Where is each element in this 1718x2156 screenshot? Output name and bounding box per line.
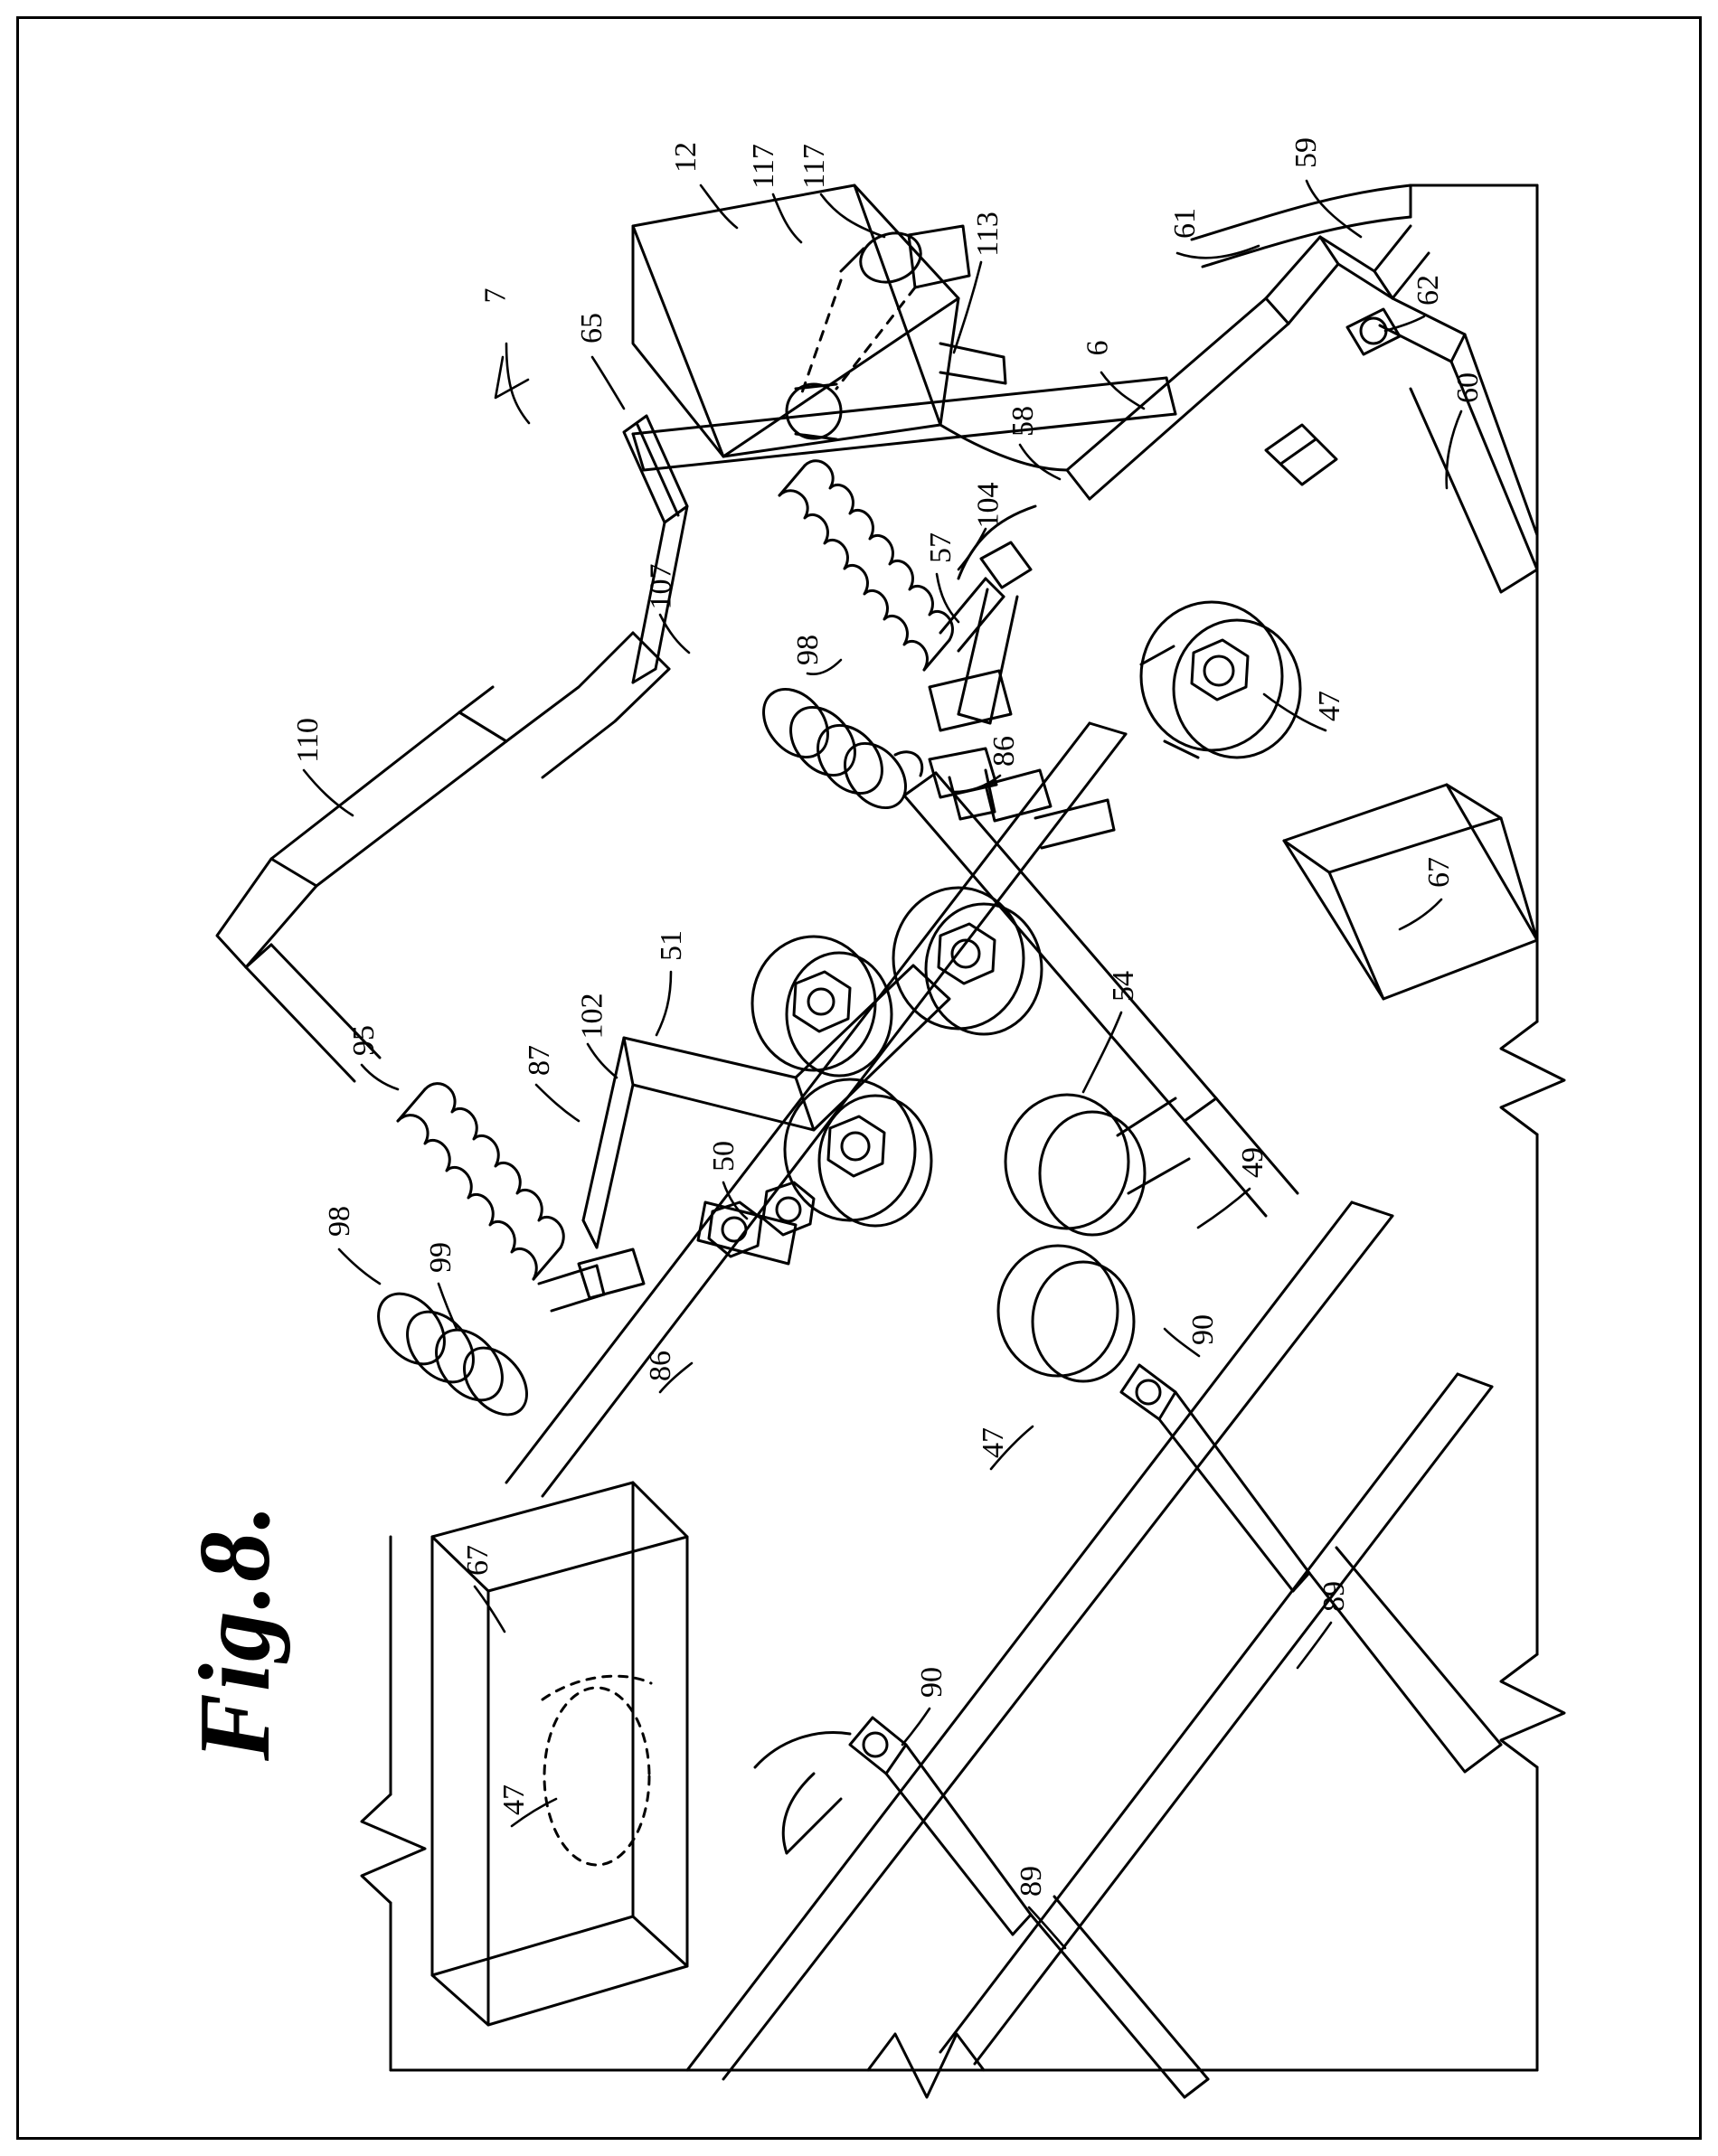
linkage-89-90-lower: [755, 1365, 1501, 2097]
pulley-group-right: [1141, 602, 1300, 758]
box-67-right: [1266, 425, 1537, 999]
ref-numeral: 67: [1422, 857, 1456, 888]
ref-numeral: 65: [575, 313, 609, 344]
ref-numeral: 59: [1289, 137, 1323, 168]
ref-numeral: 89: [1015, 1866, 1048, 1897]
frame-rails: [506, 378, 1492, 2079]
ref-numeral: 98: [323, 1206, 356, 1237]
ref-numeral: 60: [1451, 372, 1485, 403]
ref-numeral: 7: [478, 287, 513, 304]
ref-numeral: 62: [1411, 275, 1445, 306]
ref-numeral: 98: [791, 635, 825, 665]
ref-numeral: 12: [669, 142, 703, 173]
broken-edge-lines: [362, 185, 1564, 2097]
spring-98-upper: [750, 461, 952, 820]
ref-numeral: 99: [424, 1242, 458, 1273]
figure-label: Fig.8.: [178, 1502, 291, 1761]
ref-numeral: 90: [1186, 1314, 1220, 1345]
ref-numeral: 47: [977, 1427, 1010, 1458]
ref-numeral: 87: [523, 1045, 556, 1076]
ref-numeral: 54: [1107, 971, 1140, 1002]
pulley-group-lower: [998, 1095, 1189, 1381]
ref-numeral: 50: [707, 1141, 741, 1172]
ref-numeral: 51: [655, 930, 688, 961]
ref-numeral: 57: [924, 532, 958, 563]
ref-numeral: 86: [644, 1351, 677, 1381]
ref-numeral: 117: [797, 144, 831, 189]
ref-numeral: 86: [987, 736, 1021, 767]
pulley-group-middle: [752, 888, 1042, 1226]
ref-numeral: 104: [971, 482, 1005, 529]
ref-numeral: 49: [1236, 1147, 1270, 1178]
ref-numeral: 90: [915, 1667, 949, 1698]
ref-numeral: 6: [1081, 340, 1115, 356]
ref-numeral: 113: [970, 212, 1005, 257]
ref-numeral: 89: [1317, 1581, 1351, 1612]
ref-numeral: 107: [644, 563, 678, 610]
ref-numeral: 95: [347, 1025, 381, 1056]
ref-numeral: 58: [1006, 406, 1040, 437]
ref-numeral: 102: [575, 993, 609, 1040]
ref-numeral: 47: [497, 1784, 531, 1815]
ref-numeral: 117: [746, 144, 780, 189]
bracket-50-51: [583, 965, 949, 1264]
ref-numeral: 110: [290, 718, 325, 763]
connector-plates: [986, 770, 1114, 848]
ref-numeral: 67: [461, 1545, 495, 1576]
ref-numeral: 61: [1168, 208, 1202, 239]
chute-assembly: [633, 185, 1005, 457]
ref-numeral: 47: [1313, 691, 1346, 721]
